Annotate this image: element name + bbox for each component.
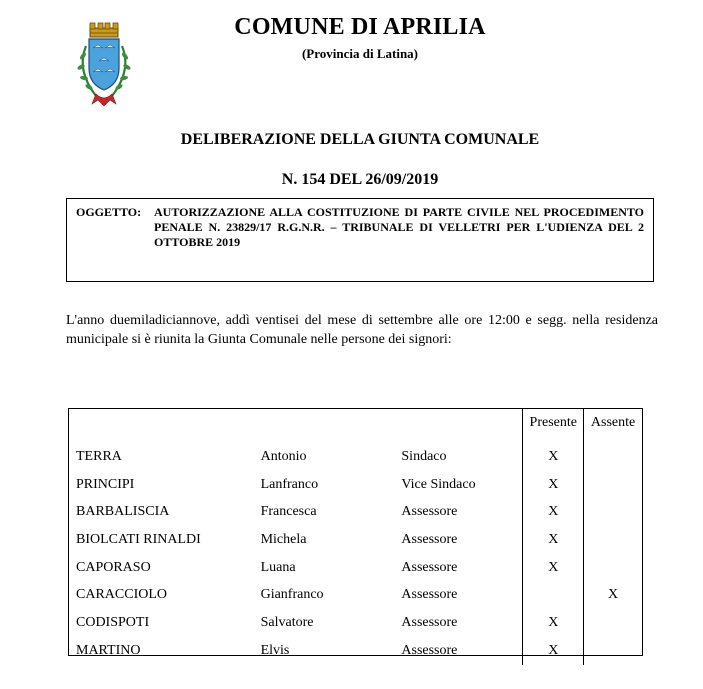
- presente-mark: X: [523, 554, 584, 582]
- header-blank: [401, 408, 522, 443]
- member-surname: BARBALISCIA: [76, 504, 170, 520]
- document-heading: DELIBERAZIONE DELLA GIUNTA COMUNALE: [180, 131, 540, 148]
- table-row: [68, 498, 642, 526]
- assente-mark: [584, 443, 642, 471]
- province-subtitle: (Provincia di Latina): [301, 46, 419, 61]
- assente-mark: [584, 637, 642, 665]
- member-name: Michela: [260, 531, 307, 547]
- presente-mark: [523, 581, 584, 609]
- member-role: Assessore: [401, 559, 458, 575]
- presente-mark: X: [523, 609, 584, 637]
- presente-mark: X: [523, 443, 584, 471]
- member-name: Lanfranco: [260, 476, 319, 492]
- member-name: Gianfranco: [260, 587, 324, 603]
- member-role: Assessore: [401, 614, 458, 630]
- table-header-row: [68, 408, 642, 443]
- subject-label: OGGETTO:: [76, 205, 142, 219]
- assente-mark: X: [584, 581, 642, 609]
- presente-mark: X: [523, 637, 584, 665]
- member-role: Vice Sindaco: [401, 476, 476, 492]
- presente-mark: X: [523, 498, 584, 526]
- intro-paragraph: L'anno duemiladiciannove, addì ventisei del mese di settembre alle ore 12:00 e segg. nella residenza municipale si è riunita la Giunta Comunale nelle persone dei signori:: [66, 313, 658, 347]
- member-name: Antonio: [260, 448, 307, 464]
- municipality-title: COMUNE DI APRILIA: [234, 14, 486, 40]
- member-surname: CARACCIOLO: [76, 587, 168, 603]
- member-role: Sindaco: [401, 448, 447, 464]
- header-assente: Assente: [584, 408, 642, 443]
- table-row: [68, 609, 642, 637]
- assente-mark: [584, 609, 642, 637]
- member-surname: CODISPOTI: [76, 614, 150, 630]
- member-role: Assessore: [401, 642, 458, 658]
- deliberation-number: N. 154 DEL 26/09/2019: [281, 171, 439, 188]
- member-surname: MARTINO: [76, 642, 141, 658]
- table-row: [68, 581, 642, 609]
- table-row: [68, 526, 642, 554]
- member-name: Luana: [260, 559, 296, 575]
- member-surname: CAPORASO: [76, 559, 151, 575]
- header-presente: Presente: [523, 408, 584, 443]
- header-blank: [68, 408, 261, 443]
- member-surname: TERRA: [76, 448, 122, 464]
- assente-mark: [584, 554, 642, 582]
- member-role: Assessore: [401, 587, 458, 603]
- assente-mark: [584, 471, 642, 499]
- presente-mark: X: [523, 526, 584, 554]
- member-name: Francesca: [260, 504, 317, 520]
- member-surname: BIOLCATI RINALDI: [76, 531, 201, 547]
- assente-mark: [584, 498, 642, 526]
- member-role: Assessore: [401, 504, 458, 520]
- member-name: Salvatore: [260, 614, 314, 630]
- subject-box: [66, 198, 654, 282]
- presente-mark: X: [523, 471, 584, 499]
- member-surname: PRINCIPI: [76, 476, 135, 492]
- header-blank: [261, 408, 402, 443]
- table-row: [68, 471, 642, 499]
- table-row: [68, 554, 642, 582]
- table-row: [68, 637, 642, 665]
- table-row: [68, 443, 642, 471]
- attendance-table: [68, 408, 642, 665]
- assente-mark: [584, 526, 642, 554]
- subject-text: AUTORIZZAZIONE ALLA COSTITUZIONE DI PARTE CIVILE NEL PROCEDIMENTO PENALE N. 23829/17 R.G.N.R. – TRIBUNALE DI VELLETRI PER L'UDIENZA DEL 2 OTTOBRE 2019: [154, 205, 644, 249]
- member-role: Assessore: [401, 531, 458, 547]
- municipal-crest-icon: [72, 22, 136, 108]
- member-name: Elvis: [260, 642, 290, 658]
